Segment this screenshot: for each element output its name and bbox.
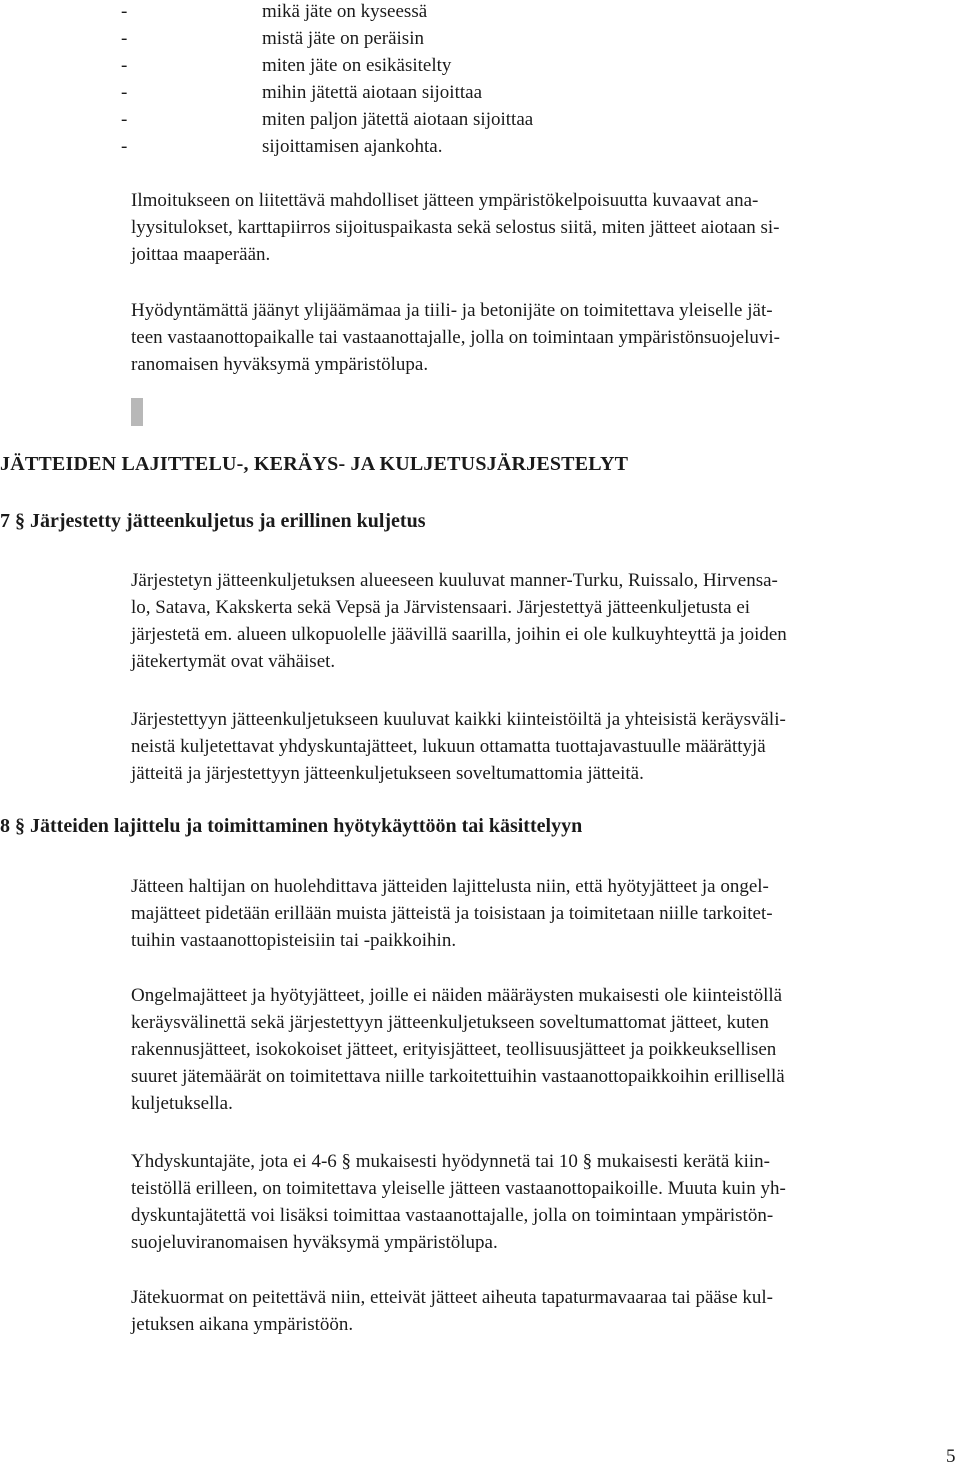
paragraph-attachments bbox=[131, 187, 951, 268]
paragraph-line: rakennusjätteet, isokokoiset jätteet, erityisjätteet, teollisuusjätteet ja poikkeuksellisen bbox=[131, 1039, 777, 1060]
paragraph-line: lo, Satava, Kakskerta sekä Vepsä ja Järvistensaari. Järjestettyä jätteenkuljetusta ei bbox=[131, 597, 751, 618]
paragraph-line: keräysvälinettä sekä järjestettyyn jätteenkuljetukseen soveltumattomat jätteet, kuten bbox=[131, 1012, 769, 1033]
paragraph-line: lyysitulokset, karttapiirros sijoituspaikasta sekä selostus siitä, miten jätteet aiotaan si- bbox=[131, 217, 780, 238]
paragraph-included-waste bbox=[131, 706, 951, 787]
list-item: miten jäte on esikäsitelty bbox=[262, 55, 452, 76]
list-item: miten paljon jätettä aiotaan sijoittaa bbox=[262, 109, 534, 130]
paragraph-line: Järjestettyyn jätteenkuljetukseen kuuluvat kaikki kiinteistöiltä ja yhteisistä keräysväli- bbox=[131, 709, 786, 730]
section-8-heading: 8 § Jätteiden lajittelu ja toimittaminen hyötykäyttöön tai käsittelyyn bbox=[0, 815, 583, 837]
list-dash: - bbox=[121, 109, 128, 130]
paragraph-line: suuret jätemäärät on toimitettava niille tarkoitettuihin vastaanottopaikkoihin erillisellä bbox=[131, 1066, 785, 1087]
list-dash: - bbox=[121, 82, 128, 103]
paragraph-line: Yhdyskuntajäte, jota ei 4-6 § mukaisesti hyödynnetä tai 10 § mukaisesti kerätä kiin- bbox=[131, 1151, 770, 1172]
list-dash: - bbox=[121, 1, 128, 22]
paragraph-collection-area bbox=[131, 567, 951, 675]
list-dash: - bbox=[121, 136, 128, 157]
chapter-heading: JÄTTEIDEN LAJITTELU-, KERÄYS- JA KULJETUSJÄRJESTELYT bbox=[0, 453, 629, 475]
list-item: mikä jäte on kyseessä bbox=[262, 1, 428, 22]
paragraph-line: kuljetuksella. bbox=[131, 1093, 233, 1114]
paragraph-line: dyskuntajätettä voi lisäksi toimittaa vastaanottajalle, jolla on toimintaan ympäristön- bbox=[131, 1205, 774, 1226]
list-item: mistä jäte on peräisin bbox=[262, 28, 424, 49]
paragraph-line: neistä kuljetettavat yhdyskuntajätteet, lukuun ottamatta tuottajavastuulle määrättyjä bbox=[131, 736, 766, 757]
list-item: sijoittamisen ajankohta. bbox=[262, 136, 443, 157]
paragraph-line: Hyödyntämättä jäänyt ylijäämämaa ja tiili- ja betonijäte on toimitettava yleiselle jät- bbox=[131, 300, 773, 321]
paragraph-line: jätteitä ja järjestettyyn jätteenkuljetukseen soveltumattomia jätteitä. bbox=[131, 763, 644, 784]
paragraph-line: tuihin vastaanottopisteisiin tai -paikkoihin. bbox=[131, 930, 457, 951]
paragraph-line: Järjestetyn jätteenkuljetuksen alueeseen kuuluvat manner-Turku, Ruissalo, Hirvensa- bbox=[131, 570, 778, 591]
paragraph-line: teistöllä erilleen, on toimitettava yleiselle jätteen vastaanottopaikoille. Muuta kuin yh- bbox=[131, 1178, 786, 1199]
paragraph-municipal-waste bbox=[131, 1148, 951, 1256]
paragraph-sorting bbox=[131, 873, 951, 954]
paragraph-surplus-soil bbox=[131, 297, 951, 378]
paragraph-hazardous-waste bbox=[131, 982, 951, 1117]
paragraph-line: järjestetä em. alueen ulkopuolelle jäävillä saarilla, joihin ei ole kulkuyhteyttä ja joiden bbox=[131, 624, 787, 645]
paragraph-line: ranomaisen hyväksymä ympäristölupa. bbox=[131, 354, 429, 375]
paragraph-line: joittaa maaperään. bbox=[131, 244, 271, 265]
list-item: mihin jätettä aiotaan sijoittaa bbox=[262, 82, 483, 103]
paragraph-line: Ilmoitukseen on liitettävä mahdolliset jätteen ympäristökelpoisuutta kuvaavat ana- bbox=[131, 190, 759, 211]
paragraph-line: Ongelmajätteet ja hyötyjätteet, joille ei näiden määräysten mukaisesti ole kiinteistöllä bbox=[131, 985, 783, 1006]
list-dash: - bbox=[121, 55, 128, 76]
page-number: 5 bbox=[946, 1446, 956, 1467]
paragraph-line: teen vastaanottopaikalle tai vastaanottajalle, jolla on toimintaan ympäristönsuojeluvi- bbox=[131, 327, 780, 348]
list-dash: - bbox=[121, 28, 128, 49]
paragraph-line: Jätteen haltijan on huolehdittava jätteiden lajittelusta niin, että hyötyjätteet ja ongel- bbox=[131, 876, 769, 897]
paragraph-line: Jätekuormat on peitettävä niin, etteivät jätteet aiheuta tapaturmavaaraa tai pääse kul- bbox=[131, 1287, 774, 1308]
paragraph-line: jetuksen aikana ympäristöön. bbox=[131, 1314, 354, 1335]
revision-marker bbox=[131, 398, 143, 426]
paragraph-line: majätteet pidetään erillään muista jätteistä ja toisistaan ja toimitetaan niille tarkoitet- bbox=[131, 903, 773, 924]
section-7-heading: 7 § Järjestetty jätteenkuljetus ja erillinen kuljetus bbox=[0, 510, 426, 532]
paragraph-waste-loads bbox=[131, 1284, 951, 1338]
paragraph-line: suojeluviranomaisen hyväksymä ympäristölupa. bbox=[131, 1232, 498, 1253]
paragraph-line: jätekertymät ovat vähäiset. bbox=[131, 651, 336, 672]
